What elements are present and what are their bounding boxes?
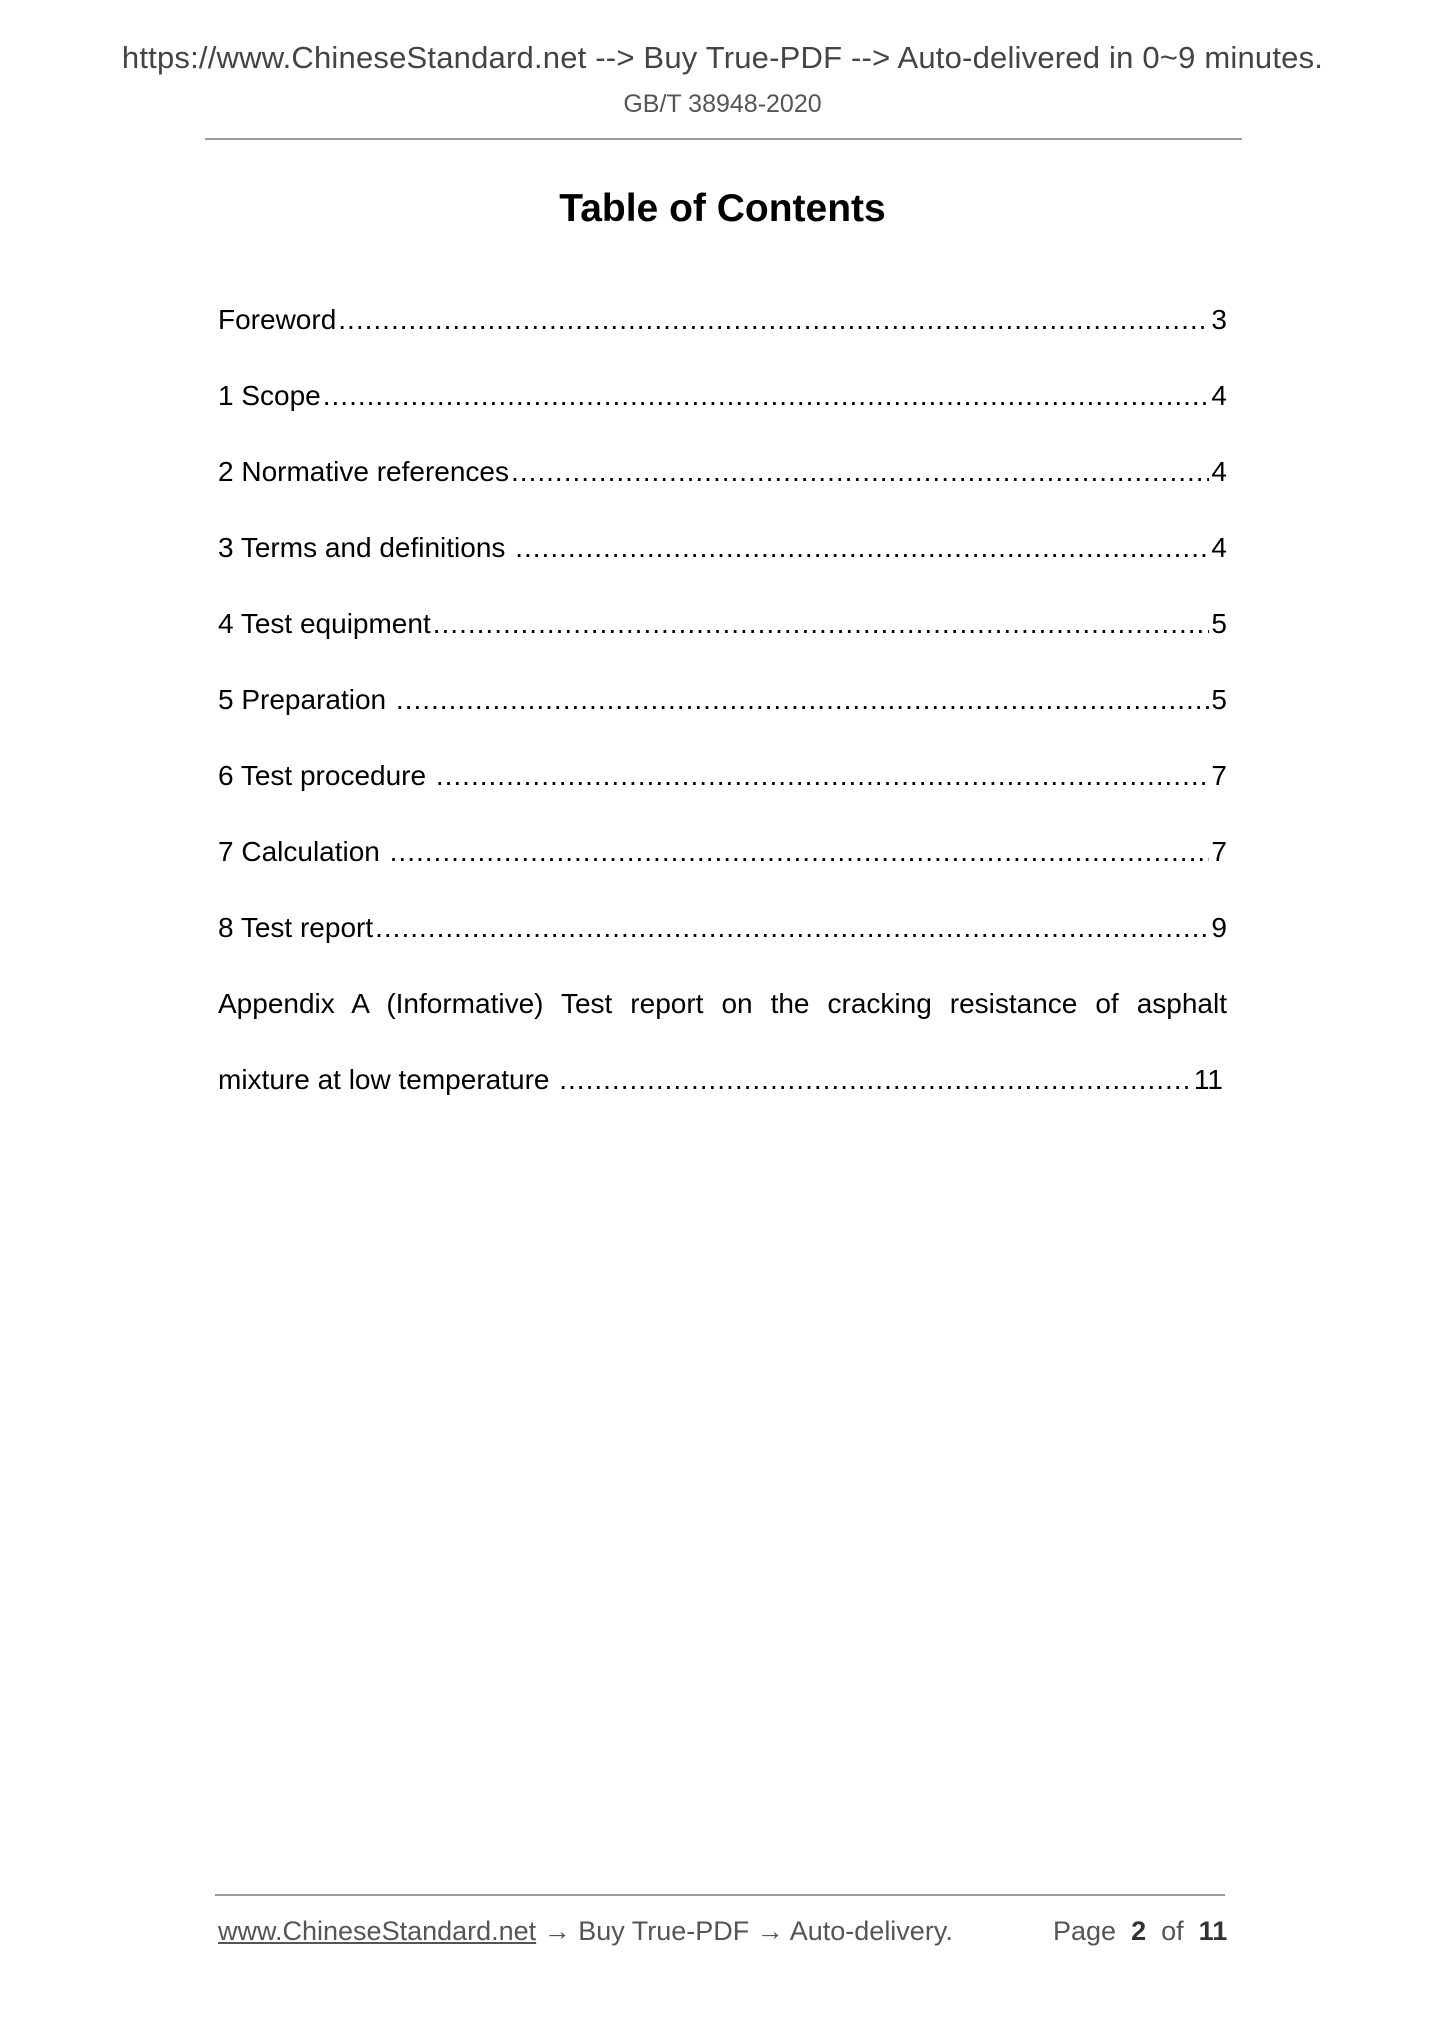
- toc-entry-test-equipment[interactable]: [218, 604, 1227, 680]
- page-number: [1053, 1916, 1227, 1947]
- page-current: 2: [1131, 1916, 1147, 1946]
- toc-entry-label: 5 Preparation: [218, 684, 394, 715]
- toc-leader-dots: [515, 528, 1209, 568]
- toc-entry-appendix-a[interactable]: [218, 984, 1227, 1136]
- toc-entry-foreword[interactable]: [218, 300, 1227, 376]
- toc-entry-page: 7: [1211, 760, 1227, 791]
- toc-entry-label: 8 Test report: [218, 912, 374, 943]
- standard-code: GB/T 38948-2020: [623, 90, 822, 118]
- toc-entry-label: 2 Normative references: [218, 456, 510, 487]
- header-divider: [205, 138, 1242, 140]
- toc-leader-dots: [375, 908, 1209, 948]
- page-total: 11: [1198, 1916, 1228, 1946]
- toc-entry-normative-references[interactable]: [218, 452, 1227, 528]
- toc-entry-label: 4 Test equipment: [218, 608, 431, 639]
- page-word: Page: [1053, 1916, 1117, 1946]
- toc-entry-page: 3: [1211, 304, 1227, 335]
- toc-entry-label-line2: mixture at low temperature: [218, 1064, 558, 1095]
- toc-entry-page: 9: [1211, 912, 1227, 943]
- toc-entry-scope[interactable]: [218, 376, 1227, 452]
- toc-entry-preparation[interactable]: [218, 680, 1227, 756]
- footer-tagline: → Buy True-PDF → Auto-delivery.: [536, 1916, 953, 1946]
- toc-entry-label: 3 Terms and definitions: [218, 532, 514, 563]
- toc-entry-label: 1 Scope: [218, 380, 321, 411]
- toc-entry-continuation: [218, 1060, 1227, 1136]
- footer-site-link[interactable]: www.ChineseStandard.net: [218, 1916, 537, 1946]
- toc-leader-dots: [511, 452, 1209, 492]
- toc-entry-label: 6 Test procedure: [218, 760, 434, 791]
- toc-leader-dots: [396, 680, 1210, 720]
- toc-leader-dots: [390, 832, 1210, 872]
- toc-entry-test-procedure[interactable]: [218, 756, 1227, 832]
- toc-entry-terms-definitions[interactable]: [218, 528, 1227, 604]
- toc-leader-dots: [436, 756, 1210, 796]
- toc-entry-page: 4: [1211, 532, 1227, 563]
- page-footer: [218, 1916, 1228, 1947]
- toc-entry-page: 5: [1211, 608, 1227, 639]
- toc-entry-page: 11: [1193, 1064, 1223, 1095]
- toc-entry-page: 5: [1211, 684, 1227, 715]
- toc-entry-page: 4: [1211, 380, 1227, 411]
- toc-leader-dots: [559, 1060, 1188, 1100]
- toc-entry-test-report[interactable]: [218, 908, 1227, 984]
- toc-entry-page: 7: [1211, 836, 1227, 867]
- top-banner: https://www.ChineseStandard.net --> Buy True-PDF --> Auto-delivered in 0~9 minutes.: [121, 40, 1324, 75]
- toc-entry-label: 7 Calculation: [218, 836, 388, 867]
- toc-leader-dots: [323, 376, 1210, 416]
- toc-entry-label: Foreword: [218, 304, 337, 335]
- toc-entry-calculation[interactable]: [218, 832, 1227, 908]
- of-word: of: [1161, 1916, 1184, 1946]
- toc-leader-dots: [338, 300, 1209, 340]
- footer-divider: [215, 1894, 1225, 1896]
- table-of-contents: [218, 300, 1227, 1136]
- toc-entry-page: 4: [1211, 456, 1227, 487]
- toc-entry-label-line1: Appendix A (Informative) Test report on the cracking resistance of asphalt: [218, 988, 1227, 1019]
- page-title: Table of Contents: [559, 187, 886, 230]
- toc-leader-dots: [433, 604, 1210, 644]
